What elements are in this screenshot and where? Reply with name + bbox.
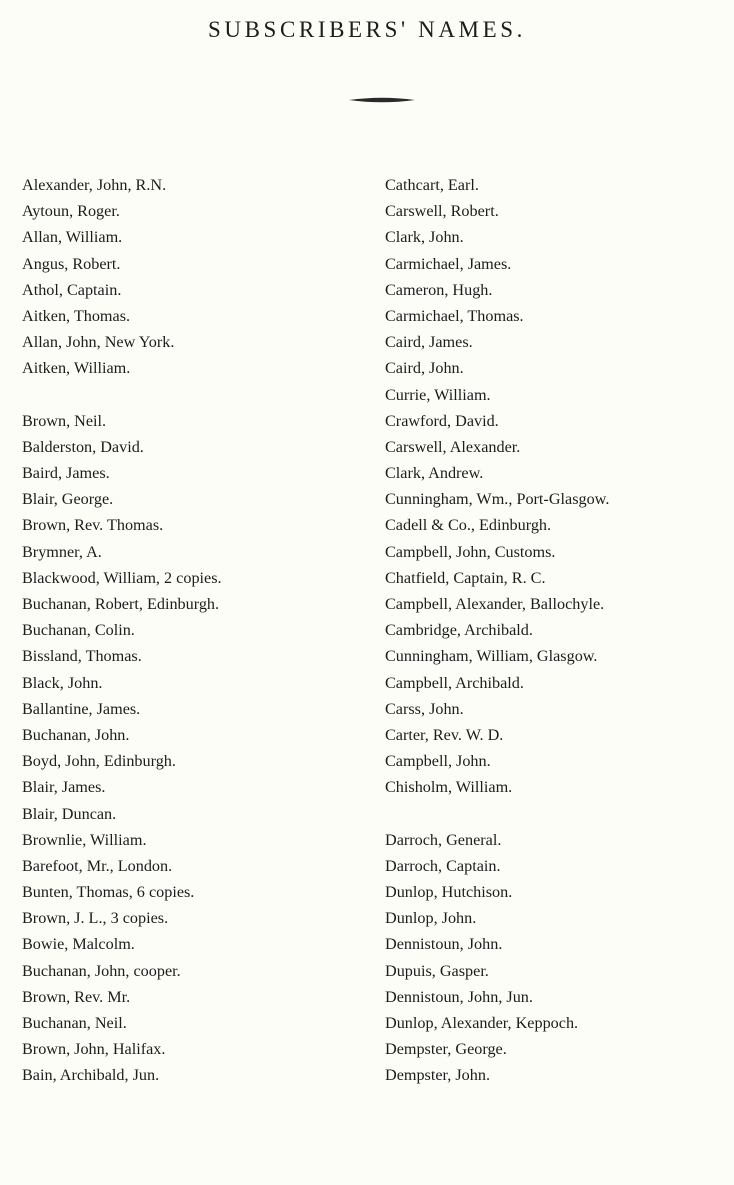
ornamental-rule xyxy=(349,97,415,103)
subscriber-entry: Bunten, Thomas, 6 copies. xyxy=(22,883,195,902)
subscriber-entry: Chatfield, Captain, R. C. xyxy=(385,568,546,587)
subscriber-entry: Brown, Rev. Thomas. xyxy=(22,516,164,535)
subscriber-entry: Carmichael, James. xyxy=(385,254,512,273)
subscriber-entry: Caird, James. xyxy=(385,333,473,352)
subscriber-entry: Bissland, Thomas. xyxy=(22,647,142,666)
subscriber-entry: Carss, John. xyxy=(385,699,464,718)
subscriber-entry: Darroch, General. xyxy=(385,830,502,849)
section-gap xyxy=(22,382,367,408)
subscriber-entry: Baird, James. xyxy=(22,464,110,483)
subscriber-entry: Balderston, David. xyxy=(22,437,144,456)
subscriber-entry: Buchanan, Robert, Edinburgh. xyxy=(22,595,220,613)
subscriber-entry: Cambridge, Archibald. xyxy=(385,621,533,640)
page-title: SUBSCRIBERS' NAMES. xyxy=(208,17,526,42)
subscriber-entry: Buchanan, Colin. xyxy=(22,621,135,640)
subscriber-entry: Clark, John. xyxy=(385,228,464,247)
subscriber-entry: Clark, Andrew. xyxy=(385,464,484,483)
subscriber-entry: Brownlie, William. xyxy=(22,830,147,849)
section-gap xyxy=(385,801,734,827)
subscriber-entry: Alexander, John, R.N. xyxy=(22,176,167,194)
subscriber-entry: Darroch, Captain. xyxy=(385,856,501,875)
subscriber-entry: Dunlop, Alexander, Keppoch. xyxy=(385,1014,579,1032)
subscriber-entry: Aitken, William. xyxy=(22,359,131,378)
subscriber-entry: Allan, John, New York. xyxy=(22,333,175,352)
subscriber-list-left xyxy=(22,172,367,1089)
subscriber-entry: Bowie, Malcolm. xyxy=(22,935,135,954)
subscriber-entry: Dunlop, Hutchison. xyxy=(385,883,513,902)
subscriber-entry: Campbell, John, Customs. xyxy=(385,542,556,561)
subscriber-entry: Buchanan, Neil. xyxy=(22,1014,127,1032)
subscriber-entry: Dempster, George. xyxy=(385,1040,507,1059)
subscriber-entry: Campbell, Archibald. xyxy=(385,673,524,692)
subscriber-entry: Boyd, John, Edinburgh. xyxy=(22,752,176,771)
subscriber-entry: Caird, John. xyxy=(385,359,464,378)
subscriber-entry: Crawford, David. xyxy=(385,411,499,430)
subscriber-entry: Dempster, John. xyxy=(385,1066,491,1085)
subscriber-entry: Blair, Duncan. xyxy=(22,804,117,823)
subscriber-entry: Buchanan, John, cooper. xyxy=(22,961,181,980)
subscriber-entry: Campbell, John. xyxy=(385,752,491,771)
subscriber-entry: Cadell & Co., Edinburgh. xyxy=(385,516,552,535)
subscriber-entry: Cunningham, Wm., Port-Glasgow. xyxy=(385,490,610,509)
subscriber-entry: Bain, Archibald, Jun. xyxy=(22,1066,160,1085)
subscriber-entry: Chisholm, William. xyxy=(385,778,513,797)
subscriber-entry: Aytoun, Roger. xyxy=(22,202,120,221)
subscriber-entry: Cathcart, Earl. xyxy=(385,176,479,194)
subscriber-list-right xyxy=(385,172,734,1089)
subscriber-entry: Carter, Rev. W. D. xyxy=(385,725,504,744)
subscriber-entry: Cunningham, William, Glasgow. xyxy=(385,647,598,666)
subscriber-entry: Allan, William. xyxy=(22,228,123,247)
subscriber-entry: Ballantine, James. xyxy=(22,699,141,718)
subscriber-entry: Brown, Rev. Mr. xyxy=(22,987,131,1006)
subscriber-entry: Brown, Neil. xyxy=(22,411,107,430)
subscriber-entry: Dennistoun, John, Jun. xyxy=(385,987,533,1006)
subscriber-entry: Brymner, A. xyxy=(22,542,102,561)
subscriber-entry: Dunlop, John. xyxy=(385,909,477,928)
subscriber-entry: Dennistoun, John. xyxy=(385,935,503,954)
subscriber-entry: Cameron, Hugh. xyxy=(385,280,493,299)
subscriber-entry: Brown, John, Halifax. xyxy=(22,1040,166,1059)
subscriber-entry: Angus, Robert. xyxy=(22,254,121,273)
subscriber-entry: Carswell, Alexander. xyxy=(385,437,521,456)
subscriber-entry: Carmichael, Thomas. xyxy=(385,306,524,325)
subscriber-entry: Blair, James. xyxy=(22,778,106,797)
subscriber-entry: Black, John. xyxy=(22,673,103,692)
subscriber-entry: Dupuis, Gasper. xyxy=(385,961,489,980)
subscriber-entry: Buchanan, John. xyxy=(22,725,130,744)
subscriber-entry: Campbell, Alexander, Ballochyle. xyxy=(385,595,605,613)
subscriber-entry: Brown, J. L., 3 copies. xyxy=(22,909,169,928)
subscriber-entry: Blair, George. xyxy=(22,490,114,509)
subscriber-entry: Athol, Captain. xyxy=(22,280,122,299)
subscriber-entry: Barefoot, Mr., London. xyxy=(22,856,173,875)
subscriber-entry: Currie, William. xyxy=(385,385,491,404)
subscriber-entry: Carswell, Robert. xyxy=(385,202,499,221)
subscriber-entry: Aitken, Thomas. xyxy=(22,306,131,325)
subscriber-entry: Blackwood, William, 2 copies. xyxy=(22,568,222,587)
